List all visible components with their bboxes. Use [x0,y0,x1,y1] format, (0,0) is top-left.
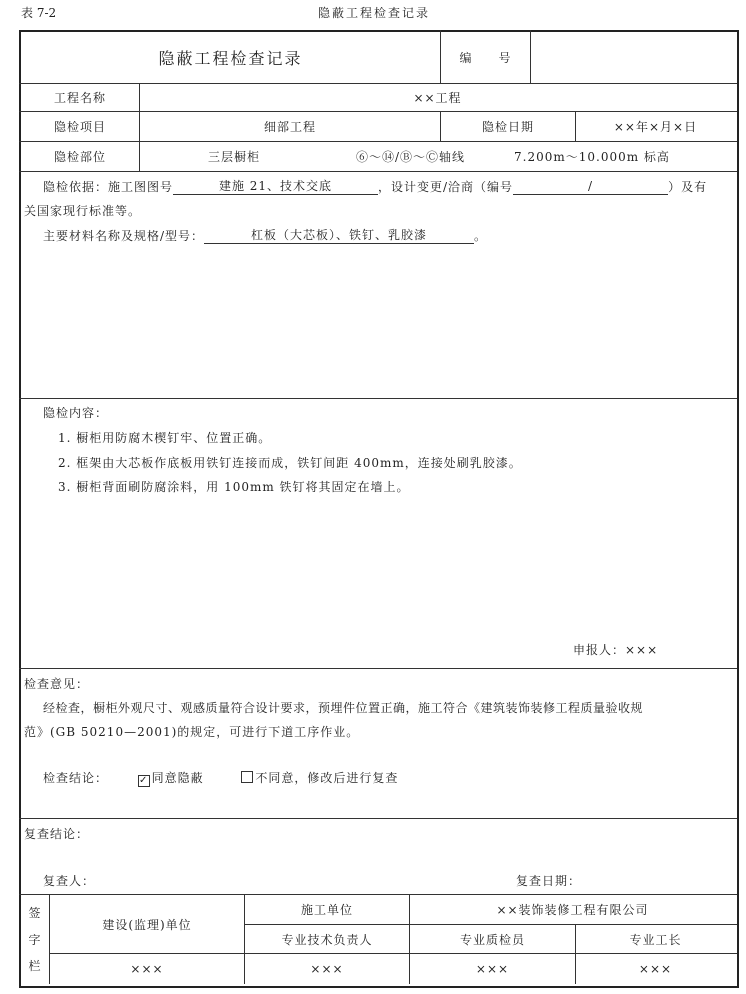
opinion-text-2: 范》(GB 50210—2001)的规定，可进行下道工序作业。 [24,725,360,739]
date-label: 隐检日期 [481,120,534,134]
basis-prefix: 隐检依据：施工图图号 [43,180,174,194]
conclusion-label: 检查结论： [43,771,109,785]
reviewer: 复查人： [43,874,96,888]
location-elevation[interactable]: 7.200m～10.000m 标高 [514,150,670,164]
disagree-checkbox[interactable] [241,771,253,783]
change-number-field[interactable]: / [513,179,668,195]
form-title: 隐蔽工程检查记录 [158,49,303,68]
reporter: 申报人：××× [573,643,659,657]
content-item: 1. 橱柜用防腐木楔钉牢、位置正确。 [58,431,272,445]
basis-line-1 [43,179,707,195]
basis-suffix: ）及有 [668,180,708,194]
signature-qc[interactable]: ××× [475,962,510,976]
signature-foreman[interactable]: ××× [638,962,673,976]
review-label: 复查结论： [24,827,90,841]
agree-label: 同意隐蔽 [151,771,204,785]
opinion-text-1: 经检查，橱柜外观尺寸、观感质量符合设计要求，预埋件位置正确，施工符合《建筑装饰装修工程质量验收规 [43,701,644,715]
content-item: 3. 橱柜背面刷防腐涂料，用 100mm 铁钉将其固定在墙上。 [58,480,410,494]
owner-label: 建设(监理)单位 [102,917,192,932]
drawing-number-field[interactable]: 建施 21、技术交底 [173,179,378,195]
material-label: 主要材料名称及规格/型号： [43,229,205,243]
location-floor[interactable]: 三层橱柜 [208,150,261,164]
signature-tech-lead[interactable]: ××× [310,962,344,976]
signature-owner[interactable]: ××× [130,962,164,976]
opinion-label: 检查意见： [24,677,90,691]
material-end: 。 [474,229,488,243]
content-label: 隐检内容： [43,406,109,420]
sign-col-char: 字 [28,932,42,947]
rule [19,171,737,172]
disagree-label: 不同意，修改后进行复查 [255,771,399,785]
sign-col-char: 栏 [28,958,42,973]
project-name-value[interactable]: ××工程 [413,91,462,105]
basis-line-2: 关国家现行标准等。 [24,204,142,218]
foreman-label: 专业工长 [629,932,682,947]
tech-lead-label: 专业技术负责人 [281,932,373,947]
qc-label: 专业质检员 [459,932,525,947]
rule [19,818,737,819]
contractor-name[interactable]: ××装饰装修工程有限公司 [496,903,649,917]
basis-mid: ，设计变更/洽商（编号 [378,180,514,194]
item-label: 隐检项目 [53,120,106,134]
page-caption: 隐蔽工程检查记录 [318,6,431,20]
agree-checkbox[interactable]: ✓ [138,775,149,786]
location-axis[interactable]: ⑥～⑭/Ⓑ～Ⓒ轴线 [356,150,466,164]
form-frame [19,30,739,988]
number-label: 编 号 [459,51,512,65]
location-label: 隐检部位 [53,150,106,164]
contractor-label: 施工单位 [300,903,353,917]
material-field[interactable]: 杠板（大芯板）、铁钉、乳胶漆 [204,228,474,244]
content-item: 2. 框架由大芯板作底板用铁钉连接而成，铁钉间距 400mm，连接处刷乳胶漆。 [58,456,522,470]
item-value[interactable]: 细部工程 [263,120,316,134]
project-name-label: 工程名称 [53,91,106,105]
material-line [43,228,487,244]
rule [19,398,737,399]
review-date: 复查日期： [516,874,582,888]
sign-col-char: 签 [28,905,42,920]
date-value[interactable]: ××年×月×日 [613,120,698,134]
rule [19,668,737,669]
number-value[interactable] [531,32,735,83]
table-number: 表 7-2 [21,6,57,20]
conclusion-line [43,770,398,787]
